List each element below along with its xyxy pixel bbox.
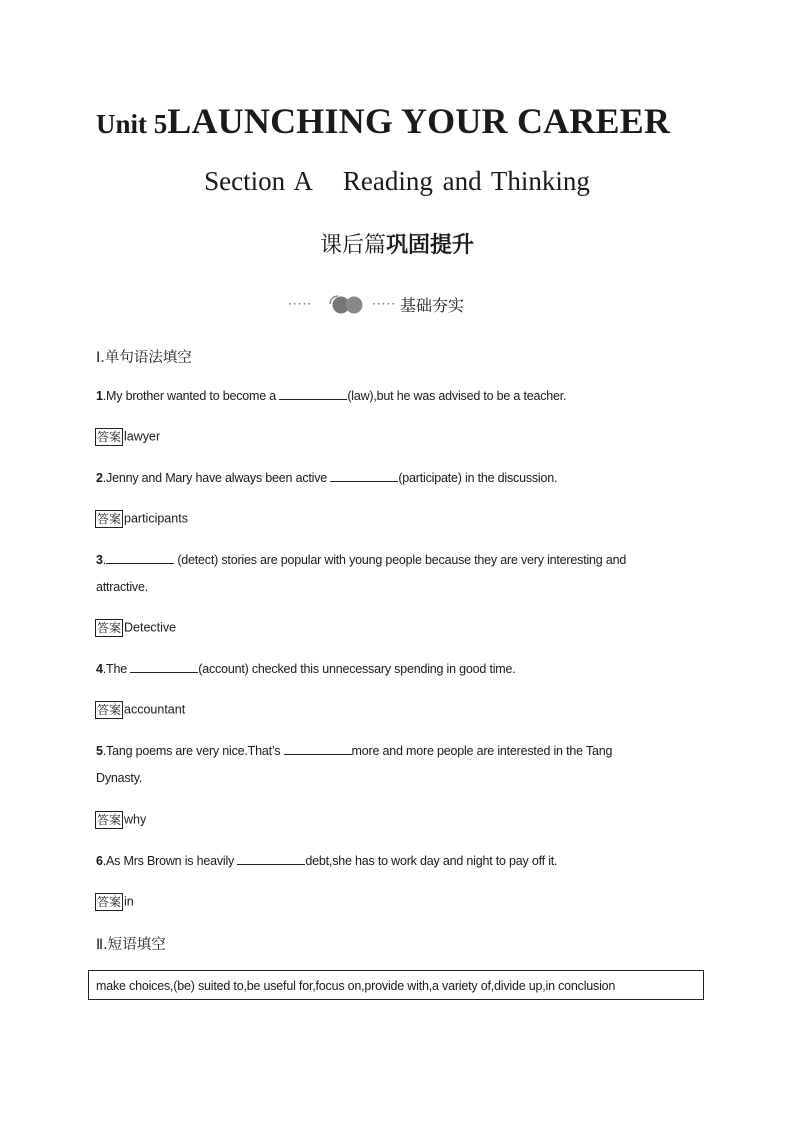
answer-tag: 答案 [97,813,122,827]
answer-text: participants [124,511,188,526]
chinese-subtitle-light: 课后篇 [319,233,386,258]
answer-blank [284,743,352,755]
question-3: 3. (detect) stories are popular with young people because they are very interesting and [96,553,627,567]
question-number: 4 [96,662,103,676]
leading-dots: ····· [288,297,313,311]
basics-label: 基础夯实 [400,296,465,315]
chinese-subtitle [0,228,794,259]
question-number: 6 [96,854,103,868]
answer-tag: 答案 [97,621,122,635]
twin-circles-icon [324,291,368,317]
part2-heading: Ⅱ.短语填空 [96,937,166,953]
answer-2 [95,510,188,528]
answer-blank [237,853,305,865]
question-5-continued: Dynasty. [96,771,143,785]
question-1: 1.My brother wanted to become a (law),but he was advised to be a teacher. [96,389,567,403]
answer-blank [279,388,347,400]
question-number: 2 [96,471,103,485]
question-5: 5.Tang poems are very nice.That’s more and more people are interested in the Tang [96,744,613,758]
question-2: 2.Jenny and Mary have always been active (participate) in the discussion. [96,471,558,485]
chinese-subtitle-bold: 巩固提升 [386,233,475,258]
answer-text: accountant [124,702,186,717]
answer-blank [106,552,174,564]
answer-4 [95,701,185,719]
section-title [0,166,794,197]
part1-heading: Ⅰ.单句语法填空 [96,350,192,366]
phrase-bank-box: make choices,(be) suited to,be useful for,focus on,provide with,a variety of,divide up,in conclusion [88,970,704,1000]
answer-blank [130,661,198,673]
unit-number: Unit 5 [96,109,168,139]
answer-text: why [124,812,147,827]
section-topic: Reading and Thinking [342,166,590,196]
answer-text: Detective [124,620,177,635]
answer-tag: 答案 [97,703,122,717]
question-4: 4.The (account) checked this unnecessary spending in good time. [96,662,516,676]
question-number: 3 [96,553,103,567]
answer-5 [95,811,146,829]
answer-1 [95,428,160,446]
question-6: 6.As Mrs Brown is heavily debt,she has to work day and night to pay off it. [96,854,558,868]
unit-name: LAUNCHING YOUR CAREER [167,101,671,141]
unit-title [96,100,670,142]
trailing-dots: ····· [372,297,397,311]
question-number: 1 [96,389,103,403]
answer-3 [95,619,176,637]
answer-tag: 答案 [97,512,122,526]
answer-text: in [124,894,134,909]
answer-tag: 答案 [97,895,122,909]
answer-6 [95,893,134,911]
section-label: Section A [204,166,313,196]
answer-text: lawyer [124,429,161,444]
question-3-continued: attractive. [96,580,148,594]
answer-blank [330,470,398,482]
question-number: 5 [96,744,103,758]
answer-tag: 答案 [97,430,122,444]
